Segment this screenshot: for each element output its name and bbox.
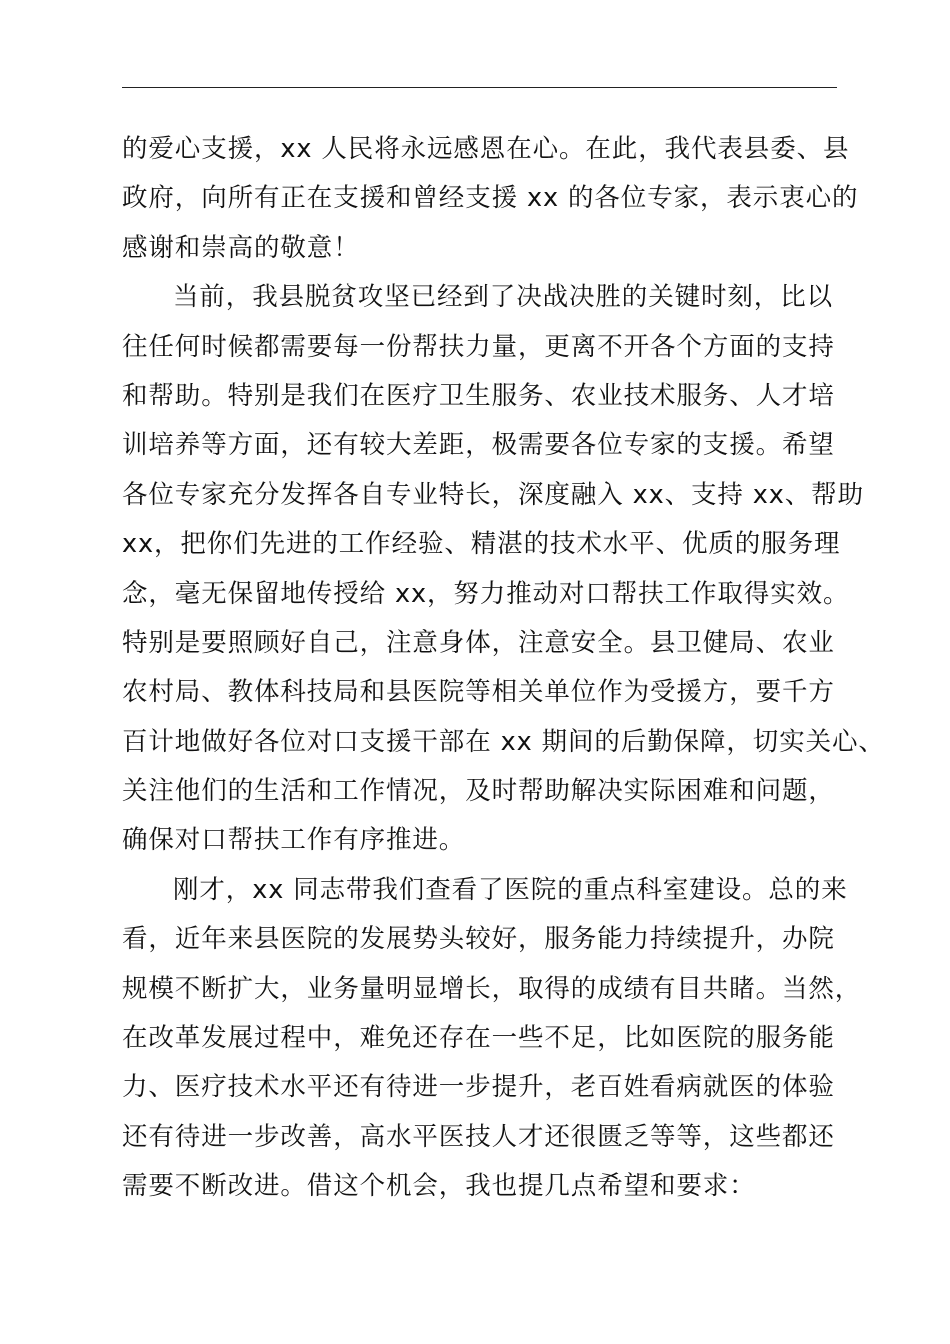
text-line: 规模不断扩大，业务量明显增长，取得的成绩有目共睹。当然， bbox=[122, 973, 862, 1004]
text-line: 训培养等方面，还有较大差距，极需要各位专家的支援。希望 bbox=[122, 430, 835, 461]
text-line: 关注他们的生活和工作情况，及时帮助解决实际困难和问题， bbox=[122, 776, 835, 807]
text-line: xx，把你们先进的工作经验、精湛的技术水平、优质的服务理 bbox=[122, 529, 841, 560]
text-line: 力、医疗技术水平还有待进一步提升，老百姓看病就医的体验 bbox=[122, 1072, 835, 1103]
text-line: 百计地做好各位对口支援干部在 xx 期间的后勤保障，切实关心、 bbox=[122, 726, 885, 757]
text-line: 往任何时候都需要每一份帮扶力量，更离不开各个方面的支持 bbox=[122, 331, 835, 362]
text-line: 各位专家充分发挥各自专业特长，深度融入 xx、支持 xx、帮助 bbox=[122, 479, 864, 510]
text-line: 需要不断改进。借这个机会，我也提几点希望和要求： bbox=[122, 1171, 756, 1202]
text-line: 念，毫无保留地传授给 xx，努力推动对口帮扶工作取得实效。 bbox=[122, 578, 850, 609]
paragraph-first-line: 刚才，xx 同志带我们查看了医院的重点科室建设。总的来 bbox=[173, 874, 848, 905]
text-line: 在改革发展过程中，难免还存在一些不足，比如医院的服务能 bbox=[122, 1023, 835, 1054]
text-line: 和帮助。特别是我们在医疗卫生服务、农业技术服务、人才培 bbox=[122, 380, 835, 411]
header-rule bbox=[122, 87, 837, 88]
paragraph-first-line: 当前，我县脱贫攻坚已经到了决战决胜的关键时刻，比以 bbox=[173, 282, 834, 313]
text-line: 还有待进一步改善，高水平医技人才还很匮乏等等，这些都还 bbox=[122, 1121, 835, 1152]
text-line: 感谢和崇高的敬意！ bbox=[122, 232, 360, 263]
text-line: 农村局、教体科技局和县医院等相关单位作为受援方，要千方 bbox=[122, 677, 835, 708]
text-line: 政府，向所有正在支援和曾经支援 xx 的各位专家，表示衷心的 bbox=[122, 183, 859, 214]
document-body bbox=[122, 125, 885, 1212]
text-line: 的爱心支援，xx 人民将永远感恩在心。在此，我代表县委、县 bbox=[122, 134, 850, 164]
text-line: 看，近年来县医院的发展势头较好，服务能力持续提升，办院 bbox=[122, 924, 835, 955]
text-line: 特别是要照顾好自己，注意身体，注意安全。县卫健局、农业 bbox=[122, 627, 835, 658]
text-line: 确保对口帮扶工作有序推进。 bbox=[122, 825, 466, 856]
